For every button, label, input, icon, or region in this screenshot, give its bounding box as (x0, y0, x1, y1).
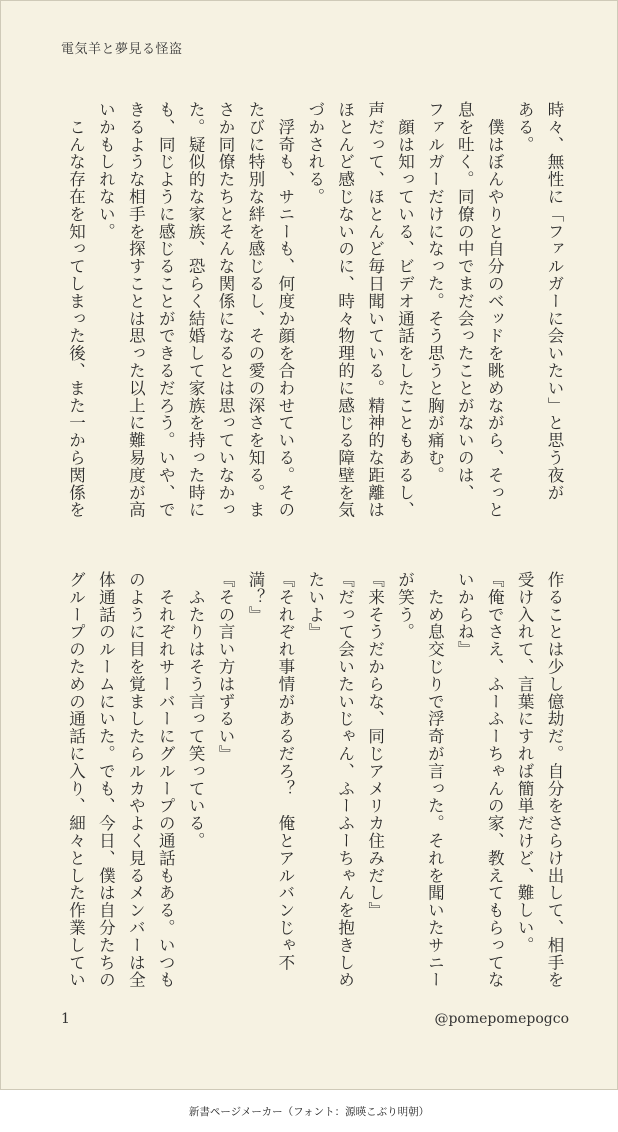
author-account: @pomepomepogco (434, 1011, 569, 1027)
text-line: 息を吐く。同僚の中でまだ会ったことがないのは、 (455, 101, 475, 502)
text-line: た。疑似的な家族、恐らく結婚して家族を持った時に (186, 101, 206, 519)
text-line: 受け入れて、言葉にすれば簡単だけど、難しい。 (515, 571, 535, 954)
text-line: さか同僚たちとそんな関係になるとは思っていなかっ (216, 101, 236, 519)
text-line: も、同じように感じることができるだろう。いや、で (156, 101, 176, 519)
text-line: ため息交じりで浮奇が言った。それを聞いたサニー (425, 571, 445, 989)
text-line: 声だって、ほとんど毎日聞いている。精神的な距離は (365, 101, 385, 519)
text-line: きるような相手を探すことは思った以上に難易度が高 (126, 101, 146, 519)
text-line: 『その言い方はずるい』 (216, 571, 236, 763)
book-title: 電気羊と夢見る怪盗 (61, 42, 183, 57)
text-line: グループのための通話に入り、細々とした作業してい (66, 571, 86, 989)
text-line: のように目を覚ましたらルカやよく見るメンバーは全 (126, 571, 146, 989)
text-line: たいよ』 (305, 571, 325, 641)
text-line: 顔は知っている、ビデオ通話をしたこともあるし、 (395, 101, 415, 519)
text-line: が笑う。 (395, 571, 415, 641)
text-line: ふたりはそう言って笑っている。 (186, 571, 206, 850)
text-line: 時々、無性に「ファルガーに会いたい」と思う夜が (545, 101, 564, 502)
upper-text-block (59, 101, 569, 541)
text-line: 浮奇も、サニーも、何度か顔を合わせている。その (275, 101, 295, 519)
text-line: いからね』 (455, 571, 475, 658)
text-line: 『だって会いたいじゃん、ふーふーちゃんを抱きしめ (335, 571, 355, 989)
generator-credit: 新書ページメーカー（フォント：源暎こぶり明朝） (188, 1106, 430, 1118)
text-line: づかされる。 (305, 101, 325, 206)
text-line: ファルガーだけになった。そう思うと胸が痛む。 (425, 101, 445, 484)
text-line: たびに特別な絆を感じるし、その愛の深さを知る。ま (245, 101, 265, 519)
text-line: ある。 (515, 101, 535, 154)
text-line: 満？』 (245, 571, 265, 624)
text-line: いかもしれない。 (96, 101, 116, 241)
lower-text-block (59, 571, 569, 993)
text-line: 僕はぼんやりと自分のベッドを眺めながら、そっと (485, 101, 505, 519)
text-line: それぞれサーバーにグループの通話もある。いつも (156, 571, 176, 989)
text-line: 作ることは少し億劫だ。自分をさらけ出して、相手を (545, 571, 564, 989)
text-line: 体通話のルームにいた。でも、今日、僕は自分たちの (96, 571, 116, 989)
text-line: ほとんど感じないのに、時々物理的に感じる障壁を気 (335, 101, 355, 519)
page-number: 1 (61, 1011, 70, 1027)
text-line: 『俺でさえ、ふーふーちゃんの家、教えてもらってな (485, 571, 505, 989)
text-line: 『それぞれ事情があるだろ？ 俺とアルバンじゃ不 (275, 571, 295, 972)
text-line: 『来そうだからな、同じアメリカ住みだし』 (365, 571, 385, 919)
text-line: こんな存在を知ってしまった後、また一から関係を (66, 101, 86, 519)
